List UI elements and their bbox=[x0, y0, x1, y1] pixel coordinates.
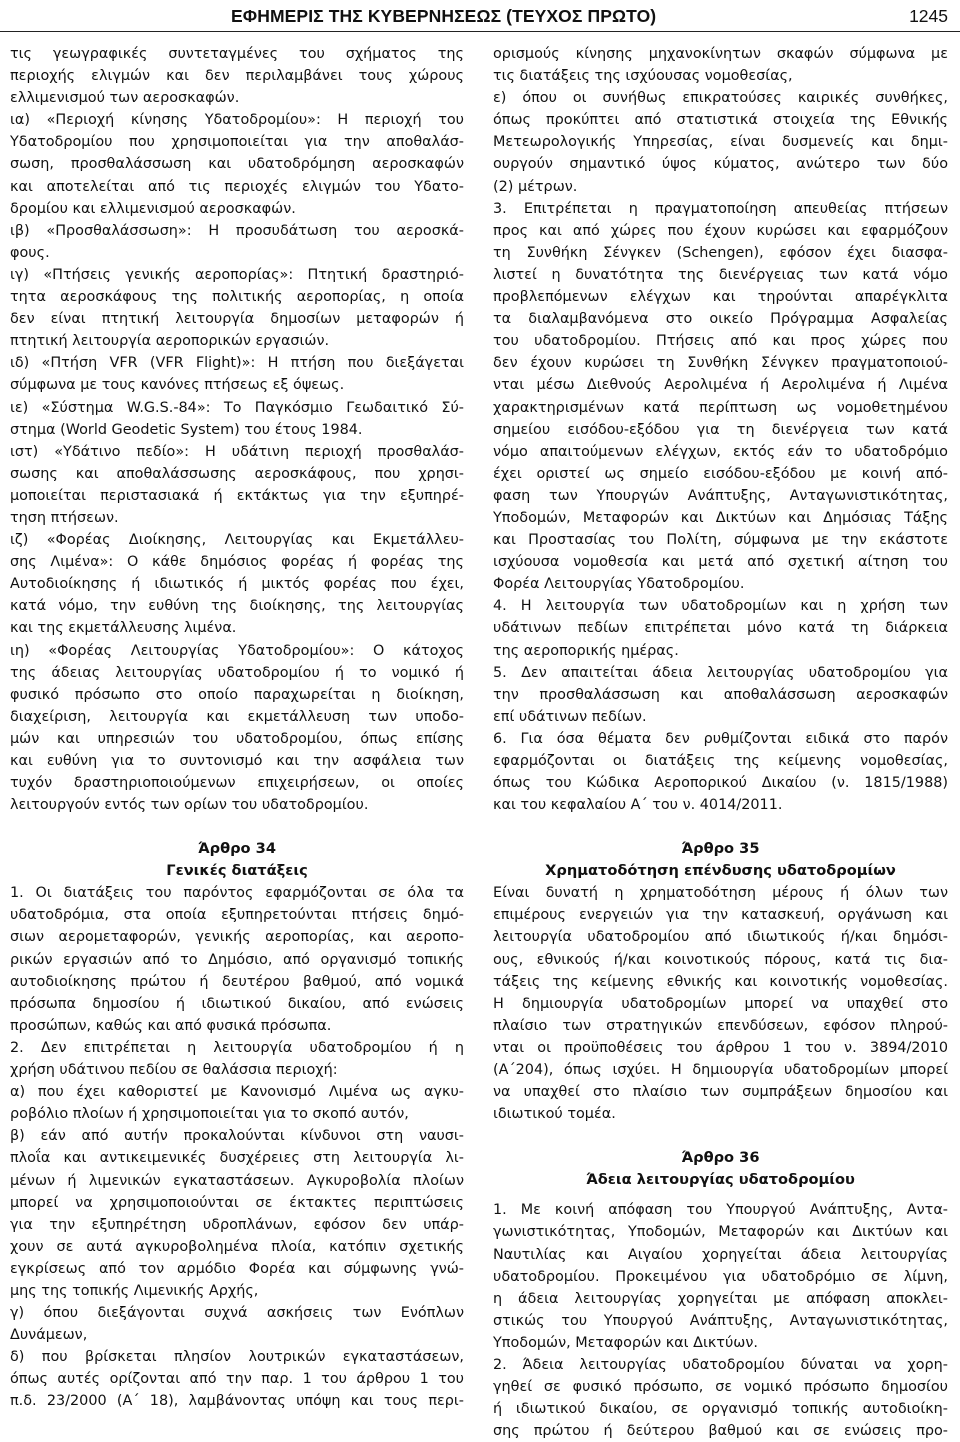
text-line: επιμέρους ενεργειών για την κατασκευή, οργάνωση και bbox=[493, 907, 948, 924]
text-line: προς και από χώρες που έχουν κυρώσει και εφαρμόζουν bbox=[493, 222, 948, 239]
text-line: ελλιμενισμού των αεροσκαφών. bbox=[10, 90, 240, 107]
text-line: 1. Οι διατάξεις του παρόντος εφαρμόζονται σε όλα τα bbox=[10, 885, 464, 902]
text-line: τυχόν δραστηριοποιούμενων επιχειρήσεων, οι οποίες bbox=[10, 775, 464, 792]
text-line: δ) που βρίσκεται πλησίον λουτρικών εγκαταστάσεων, bbox=[10, 1349, 464, 1366]
text-line: 2. Άδεια λειτουργίας υδατοδρομίου δύναται να χορη- bbox=[493, 1356, 948, 1373]
text-line: πλοΐα και αντικειμενικές δυσχέρειες στη λειτουργία λι- bbox=[10, 1150, 464, 1167]
text-line: της άδειας λειτουργίας υδατοδρομίου ή το νομικό ή bbox=[10, 664, 464, 681]
text-line: ροβόλιο πλοίων ή χρησιμοποιείται για το σκοπό αυτόν, bbox=[10, 1106, 409, 1123]
text-line: σωση, προσθαλάσσωση και υδατοδρόμηση αεροσκαφών bbox=[10, 156, 464, 173]
text-line: εφαρμόζονται οι διατάξεις της κείμενης νομοθεσίας, bbox=[493, 753, 948, 769]
text-line: η άδεια λειτουργίας χορηγείται με απόφαση αποκλει- bbox=[493, 1290, 948, 1307]
text-line: ή ιδιωτικού δικαίου, σε οργανισμό τοπικής αυτοδιοίκη- bbox=[493, 1401, 948, 1418]
text-line: Υποδομών, Μεταφορών και Δικτύων. bbox=[493, 1334, 758, 1351]
article-36-title: Άδεια λειτουργίας υδατοδρομίου bbox=[586, 1171, 855, 1189]
text-line: λειτουργία υδατοδρομίου από ιδιωτικούς ή/και δημόσι- bbox=[493, 929, 948, 946]
text-line: γηθεί σε φυσικό πρόσωπο, σε νομικό πρόσωπο δημοσίου bbox=[493, 1379, 948, 1396]
text-line: στημα (World Geodetic System) του έτους 1984. bbox=[10, 421, 363, 438]
text-line: ιζ) «Φορέας Διοίκησης, Λειτουργίας και Εκμετάλλευ- bbox=[10, 532, 464, 549]
text-line: 2. Δεν επιτρέπεται η λειτουργία υδατοδρομίου ή η bbox=[10, 1039, 464, 1056]
text-line: μοποιείται περιστασιακά ή εκτάκτως για την εξυπηρέ- bbox=[10, 487, 464, 504]
text-line: 3. Επιτρέπεται η πραγματοποίηση απευθείας πτήσεων bbox=[493, 200, 948, 217]
paragraph bbox=[10, 352, 464, 396]
text-line: γωνιστικότητας, Υποδομών, Μεταφορών και Δικτύων και bbox=[493, 1224, 948, 1241]
text-line: α) που έχει καθοριστεί με Κανονισμό Λιμένα ως αγκυ- bbox=[10, 1084, 464, 1101]
text-line: μών και υπηρεσιών του υδατοδρομίου, όπως επίσης bbox=[10, 730, 464, 747]
paragraph bbox=[10, 441, 464, 529]
text-line: χαρακτηρισμένων κατά περίπτωση ως νομοθετημένου bbox=[493, 399, 948, 416]
text-line: 6. Για όσα θέματα δεν ρυθμίζονται ειδικά στο παρόν bbox=[493, 730, 948, 747]
article-35-title: Χρηματοδότηση επένδυσης υδατοδρομίων bbox=[545, 862, 896, 880]
paragraph bbox=[10, 1346, 464, 1412]
text-line: Αυτοδιοίκησης ή ιδιωτικός ή μικτός φορέας που έχει, bbox=[10, 576, 464, 593]
text-line: Η δημιουργία υδατοδρομίων μπορεί να υπαχθεί στο bbox=[493, 995, 948, 1012]
text-line: κατά νόμο, την ευθύνη της διοίκησης, της λειτουργίας bbox=[10, 598, 464, 615]
text-line: 1. Με κοινή απόφαση του Υπουργού Ανάπτυξης, Αντα- bbox=[493, 1202, 948, 1219]
paragraph bbox=[10, 397, 464, 441]
text-line: προβλεπόμενων ελέγχων και τηρούνται απαρέγκλιτα bbox=[493, 289, 948, 306]
paragraph bbox=[493, 1199, 948, 1354]
text-line: υδατοδρομίου. Προκειμένου για υδατοδρόμιο σε λίμνη, bbox=[493, 1268, 948, 1285]
paragraph bbox=[493, 87, 948, 197]
paragraph bbox=[493, 728, 948, 816]
text-line: σης πρώτου ή δεύτερου βαθμού και σε ενώσεις προ- bbox=[493, 1423, 948, 1440]
gazette-title: ΕΦΗΜΕΡΙΣ ΤΗΣ ΚΥΒΕΡΝΗΣΕΩΣ (ΤΕΥΧΟΣ ΠΡΩΤΟ) bbox=[231, 6, 657, 26]
text-line: Υδατοδρομίου που χρησιμοποιείται για την αποθαλάσ- bbox=[10, 134, 464, 151]
text-line: και Προστασίας του Πολίτη, σύμφωνα με την εκάστοτε bbox=[493, 532, 948, 549]
text-line: σύμφωνα με τους κανόνες πτήσεως εξ όψεως. bbox=[10, 377, 345, 394]
text-line: φους. bbox=[10, 244, 50, 261]
text-line: προσώπων, καθώς και από φυσικά πρόσωπα. bbox=[10, 1017, 332, 1034]
text-line: λειτουργούν εντός των ορίων του υδατοδρομίου. bbox=[10, 797, 369, 814]
text-line: όπως προκύπτει από στατιστικά στοιχεία της Εθνικής bbox=[493, 112, 948, 129]
text-line: μης της τοπικής Λιμενικής Αρχής, bbox=[10, 1282, 259, 1299]
text-line: σωσης και αποθαλάσσωσης αεροσκάφους, που χρησι- bbox=[10, 465, 464, 482]
paragraph bbox=[493, 662, 948, 728]
text-line: τις γεωγραφικές συντεταγμένες του σχήματος της bbox=[10, 46, 464, 62]
text-line: περιοχής ελιγμών και δεν περιλαμβάνει τους χώρους bbox=[10, 68, 464, 85]
text-line: λιστεί η δυνατότητα της διενέργειας των κατά νόμο bbox=[493, 266, 948, 283]
paragraph bbox=[10, 640, 464, 817]
text-line: τα διαλαμβανόμενα στο οικείο Πρόγραμμα Ασφαλείας bbox=[493, 311, 948, 328]
text-line: για την εξυπηρέτηση υδροπλάνων, εφόσον δεν υπάρ- bbox=[10, 1216, 464, 1233]
text-line: έχει οριστεί ως σημείο εισόδου-εξόδου με κοινή από- bbox=[493, 465, 948, 482]
text-line: του υδατοδρομίου. Πτήσεις από και προς χώρες που bbox=[493, 333, 948, 350]
text-line: και αποτελείται από τις περιοχές ελιγμών του Υδατο- bbox=[10, 178, 464, 195]
text-line: όπως του Κώδικα Αεροπορικού Δικαίου (ν. 1815/1988) bbox=[493, 775, 948, 792]
paragraph bbox=[10, 264, 464, 352]
text-line: μένων ή λιμενικών εγκαταστάσεων. Αγκυροβολία πλοίων bbox=[10, 1172, 464, 1189]
text-line: και ευθύνη για το συντονισμό και την ασφάλεια των bbox=[10, 753, 464, 769]
paragraph bbox=[10, 109, 464, 219]
paragraph bbox=[10, 529, 464, 639]
text-line: και του κεφαλαίου Α΄ του ν. 4014/2011. bbox=[493, 797, 783, 814]
text-line: ιδ) «Πτήση VFR (VFR Flight)»: Η πτήση που διεξάγεται bbox=[10, 355, 464, 372]
text-line: μπορεί να χρησιμοποιούνται σε έκτακτες περιπτώσεις bbox=[10, 1194, 464, 1211]
header-rule bbox=[0, 31, 960, 32]
text-line: την προσθαλάσσωση και αποθαλάσσωση αεροσκαφών bbox=[493, 686, 948, 703]
text-line: φυσικό πρόσωπο στο οποίο παραχωρείται η διοίκηση, bbox=[10, 686, 464, 703]
text-line: ιβ) «Προσθαλάσσωση»: Η προσυδάτωση του αεροσκά- bbox=[10, 222, 464, 239]
left-column bbox=[10, 43, 464, 1413]
text-line: δεν έχουν κυρώσει τη Συνθήκη Σένγκεν πραγματοποιού- bbox=[493, 355, 948, 372]
text-line: δεν είναι πτητική λειτουργία δημοσίων μεταφορών ή bbox=[10, 311, 464, 328]
text-line: και της εκμετάλλευσης λιμένα. bbox=[10, 620, 237, 637]
text-line: να υπαχθεί στο πλαίσιο των συμπράξεων δημοσίου και bbox=[493, 1084, 948, 1101]
text-line: σιων αερομεταφορών, γενικής αεροπορίας, και αεροπο- bbox=[10, 929, 464, 946]
text-line: σης Λιμένα»: Ο κάθε δημόσιος φορέας ή φορέας της bbox=[10, 554, 464, 571]
text-line: ουργούν σημαντικό ύψος κύματος, ανώτερο των δύο bbox=[493, 156, 948, 173]
paragraph bbox=[493, 595, 948, 661]
text-line: ιη) «Φορέας Λειτουργίας Υδατοδρομίου»: Ο κάτοχος bbox=[10, 642, 464, 659]
text-line: Δυνάμεων, bbox=[10, 1327, 88, 1344]
article-36-number: Άρθρο 36 bbox=[681, 1149, 760, 1167]
paragraph bbox=[493, 882, 948, 1125]
page-header bbox=[0, 0, 960, 34]
text-line: πτητική λειτουργία αεροπορικών εργασιών. bbox=[10, 333, 330, 350]
article-35-number: Άρθρο 35 bbox=[681, 840, 760, 858]
text-line: ορισμούς κίνησης μηχανοκίνητων σκαφών σύμφωνα με bbox=[493, 46, 948, 62]
right-column bbox=[493, 43, 948, 1442]
text-line: Υποδομών, Μεταφορών και Δικτύων και Δημόσιας Τάξης bbox=[493, 509, 948, 526]
text-line: Είναι δυνατή η χρηματοδότηση μέρους ή όλων των bbox=[493, 885, 948, 902]
text-line: χρήση υδάτινου πεδίου σε θαλάσσια περιοχή: bbox=[10, 1062, 338, 1079]
text-line: σημείου εισόδου-εξόδου για τη διενέργεια των κατά bbox=[493, 421, 948, 438]
text-line: νται οι προϋποθέσεις του άρθρου 1 του ν. 3894/2010 bbox=[493, 1039, 948, 1056]
text-line: Ναυτιλίας και Αιγαίου χορηγείται άδεια λειτουργίας bbox=[493, 1246, 948, 1263]
text-line: υδατοδρόμια, στα οποία εξυπηρετούνται πτήσεις δημό- bbox=[10, 907, 464, 924]
text-line: νόμο απαιτούμενων ελέγχων, εκτός εάν το υδατοδρόμιο bbox=[493, 443, 948, 460]
text-line: ιδιωτικού τομέα. bbox=[493, 1106, 616, 1123]
text-line: ιγ) «Πτήσεις γενικής αεροπορίας»: Πτητική δραστηριό- bbox=[10, 266, 464, 283]
text-line: ια) «Περιοχή κίνησης Υδατοδρομίου»: Η περιοχή του bbox=[10, 112, 464, 129]
text-line: τις διατάξεις της ισχύουσας νομοθεσίας, bbox=[493, 68, 793, 85]
text-line: (Α΄204), όπως ισχύει. Η δημιουργία υδατοδρομίων μπορεί bbox=[493, 1062, 948, 1079]
text-line: τη Συνθήκη Σένγκεν (Schengen), εφόσον έχει διασφα- bbox=[493, 244, 948, 261]
text-line: αυτοδιοίκησης πρώτου ή δευτέρου βαθμού, από νομικά bbox=[10, 973, 464, 990]
paragraph bbox=[10, 43, 464, 109]
paragraph bbox=[493, 1354, 948, 1442]
paragraph bbox=[493, 198, 948, 596]
paragraph bbox=[10, 220, 464, 264]
text-line: νται μέσω Διεθνούς Αερολιμένα ή Αερολιμένα ή Λιμένα bbox=[493, 377, 948, 394]
text-line: β) εάν από αυτήν προκαλούνται κίνδυνοι στη ναυσι- bbox=[10, 1128, 464, 1145]
text-line: στικώς του Υπουργού Ανάπτυξης, Ανταγωνιστικότητας, bbox=[493, 1312, 948, 1329]
text-line: τητα αεροσκάφους της πολιτικής αεροπορίας, η οποία bbox=[10, 289, 464, 306]
text-line: ους, εθνικούς ή/και κοινοτικούς πόρους, κατά τις δια- bbox=[493, 951, 948, 968]
text-line: πρόσωπα δημοσίου ή ιδιωτικού δικαίου, από ενώσεις bbox=[10, 995, 464, 1012]
text-line: Φορέα Λειτουργίας Υδατοδρομίου. bbox=[493, 576, 745, 593]
paragraph bbox=[10, 882, 464, 1037]
text-line: εγκρίσεως από τον αρμόδιο Φορέα και σύμφωνης γνώ- bbox=[10, 1260, 464, 1277]
text-line: ισχύουσα νομοθεσία και μετά από σχετική αίτηση του bbox=[493, 554, 948, 571]
text-line: τηση πτήσεων. bbox=[10, 509, 119, 526]
article-34-title: Γενικές διατάξεις bbox=[166, 862, 308, 880]
text-line: ρικών εργασιών από το Δημόσιο, από οργανισμό τοπικής bbox=[10, 951, 464, 968]
text-line: χουν σε αυτά αγκυροβολημένα πλοία, κατόπιν σχετικής bbox=[10, 1238, 464, 1255]
text-line: Μετεωρολογικής Υπηρεσίας, είναι δυσμενείς και δημι- bbox=[493, 134, 948, 151]
paragraph bbox=[10, 1037, 464, 1081]
text-line: επί υδάτινων πεδίων. bbox=[493, 708, 647, 725]
text-line: φαση των Υπουργών Ανάπτυξης, Ανταγωνιστικότητας, bbox=[493, 487, 948, 504]
text-line: διαχείριση, λειτουργία και εκμετάλλευση των υποδο- bbox=[10, 708, 464, 725]
page-number: 1245 bbox=[909, 6, 948, 26]
paragraph bbox=[10, 1125, 464, 1302]
text-line: όπως αυτές ορίζονται από την παρ. 1 του άρθρου 1 του bbox=[10, 1371, 464, 1388]
paragraph bbox=[493, 43, 948, 87]
paragraph bbox=[10, 1302, 464, 1346]
text-line: ιε) «Σύστημα W.G.S.-84»: Το Παγκόσμιο Γεωδαιτικό Σύ- bbox=[10, 399, 464, 416]
paragraph bbox=[10, 1081, 464, 1125]
text-line: της αεροπορικής ημέρας. bbox=[493, 642, 679, 659]
text-line: γ) όπου διεξάγονται συχνά ασκήσεις των Ενόπλων bbox=[10, 1305, 464, 1322]
text-line: (2) μέτρων. bbox=[493, 178, 578, 195]
text-line: 5. Δεν απαιτείται άδεια λειτουργίας υδατοδρομίου για bbox=[493, 664, 948, 681]
text-line: ε) όπου οι συνήθως επικρατούσες καιρικές συνθήκες, bbox=[493, 90, 948, 107]
text-line: πλαίσιο των στρατηγικών επενδύσεων, εφόσον πληρού- bbox=[493, 1017, 948, 1034]
text-line: 4. Η λειτουργία των υδατοδρομίων και η χρήση των bbox=[493, 598, 948, 615]
article-34-number: Άρθρο 34 bbox=[198, 840, 276, 858]
text-line: δρομίου και ελλιμενισμού αεροσκαφών. bbox=[10, 200, 296, 217]
text-line: ιστ) «Υδάτινο πεδίο»: Η υδάτινη περιοχή προσθαλάσ- bbox=[10, 443, 464, 460]
text-line: π.δ. 23/2000 (Α΄ 18), λαμβάνοντας υπόψη και τους περι- bbox=[10, 1393, 464, 1410]
text-line: τάξεις της κείμενης εθνικής και κοινοτικής νομοθεσίας. bbox=[493, 973, 948, 990]
text-line: υδάτινων πεδίων επιτρέπεται μόνο κατά τη διάρκεια bbox=[493, 620, 948, 637]
